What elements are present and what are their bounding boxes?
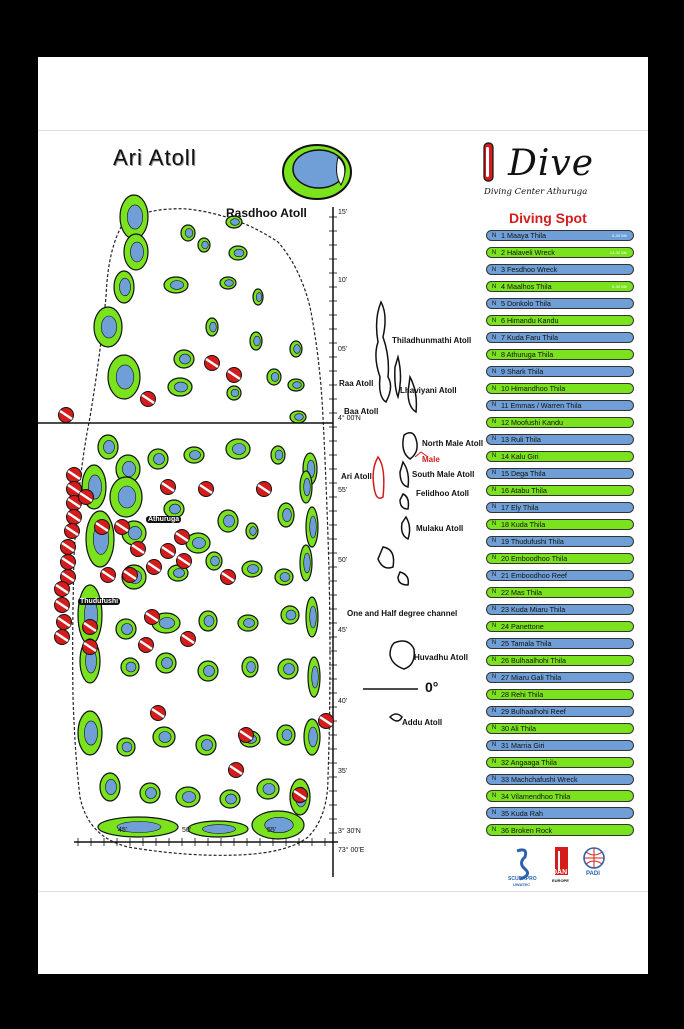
north-marker: N [491, 283, 497, 290]
north-marker: N [491, 793, 497, 800]
label-thiladhunmathi: Thiladhunmathi Atoll [392, 336, 472, 345]
dive-spot-name: 21 Emboodhoo Reef [501, 570, 567, 580]
north-marker: N [491, 708, 497, 715]
dive-spot-name: 17 Ely Thila [501, 502, 539, 512]
lat-45: 45' [338, 627, 348, 634]
north-marker: N [491, 419, 497, 426]
dive-spot-name: 20 Emboodhoo Thila [501, 553, 568, 563]
dive-spot-item[interactable] [486, 621, 634, 632]
dive-spot-name: 15 Dega Thila [501, 468, 546, 478]
north-marker: N [491, 368, 497, 375]
idive-logo-mark [484, 143, 493, 181]
diving-spot-title: Diving Spot [509, 210, 587, 226]
dive-spot-depth: 14-30 Mtr [609, 250, 627, 256]
dive-spot-item[interactable] [486, 689, 634, 700]
dive-spot-name: 16 Atabu Thila [501, 485, 547, 495]
dive-spot-name: 7 Kuda Faru Thila [501, 333, 559, 343]
north-marker: N [491, 691, 497, 698]
dive-spot-item[interactable] [486, 230, 634, 241]
dive-spot-item[interactable] [486, 349, 634, 360]
dive-spot-item[interactable] [486, 723, 634, 734]
dive-spot-item[interactable] [486, 790, 634, 801]
north-marker: N [491, 810, 497, 817]
dive-spot-name: 2 Halaveli Wreck [501, 248, 555, 258]
dive-spot-item[interactable] [486, 553, 634, 564]
dive-spot-name: 14 Kalu Giri [501, 451, 539, 461]
title-rasdhoo-atoll: Rasdhoo Atoll [226, 206, 307, 220]
lat-3n: 3° 30'N [338, 828, 361, 835]
north-marker: N [491, 589, 497, 596]
dive-spot-name: 27 Miaru Gali Thila [501, 672, 562, 682]
dive-spot-depth: 6-30 Mtr [612, 233, 627, 239]
north-marker: N [491, 402, 497, 409]
dive-spot-name: 35 Kuda Rah [501, 808, 543, 818]
label-athuruga: Athuruga [148, 516, 180, 523]
dive-spot-item[interactable] [486, 366, 634, 377]
label-ari-mini: Ari Atoll [341, 472, 372, 481]
dive-spot-name: 25 Tamala Thila [501, 638, 552, 648]
north-marker: N [491, 572, 497, 579]
north-marker: N [491, 742, 497, 749]
label-mulaku: Mulaku Atoll [416, 524, 464, 533]
dive-spot-name: 9 Shark Thila [501, 367, 544, 377]
lat-15: 15' [338, 209, 348, 216]
dive-spot-name: 32 Angaaga Thila [501, 757, 557, 767]
dive-spot-item[interactable] [486, 485, 634, 496]
lon-50: 50' [182, 827, 192, 834]
dive-spot-name: 13 Ruli Thila [501, 434, 541, 444]
lat-05: 05' [338, 346, 348, 353]
dive-spot-item[interactable] [486, 298, 634, 309]
north-marker: N [491, 470, 497, 477]
dive-spot-name: 8 Athuruga Thila [501, 350, 554, 360]
north-marker: N [491, 232, 497, 239]
dive-spot-item[interactable] [486, 383, 634, 394]
dive-spot-item[interactable] [486, 417, 634, 428]
lat-40: 40' [338, 698, 348, 705]
dive-spot-item[interactable] [486, 519, 634, 530]
label-baa: Baa Atoll [344, 407, 379, 416]
dive-spot-name: 3 Fesdhoo Wreck [501, 265, 558, 275]
north-marker: N [491, 827, 497, 834]
dive-spot-item[interactable] [486, 604, 634, 615]
dive-spot-item[interactable] [486, 757, 634, 768]
north-marker: N [491, 623, 497, 630]
label-north-male: North Male Atoll [422, 439, 484, 448]
north-marker: N [491, 640, 497, 647]
north-marker: N [491, 436, 497, 443]
north-marker: N [491, 249, 497, 256]
lat-50: 50' [338, 557, 348, 564]
north-marker: N [491, 317, 497, 324]
rasdhoo-atoll-shape [283, 145, 351, 199]
dive-spot-name: 31 Marria Giri [501, 740, 545, 750]
dive-spot-item[interactable] [486, 807, 634, 818]
label-huvadhu: Huvadhu Atoll [414, 653, 468, 662]
dive-spot-name: 11 Emmas / Warren Thila [501, 400, 582, 410]
label-addu: Addu Atoll [402, 718, 443, 727]
diving-spot-list [486, 230, 634, 841]
logo-wordmark: Dive [508, 143, 595, 184]
title-ari-atoll: Ari Atoll [113, 145, 197, 170]
label-male: Male [422, 455, 440, 464]
north-marker: N [491, 657, 497, 664]
dive-spot-item[interactable] [486, 434, 634, 445]
label-thudufushi: Thudufushi [80, 598, 119, 605]
lat-35: 35' [338, 768, 348, 775]
dive-spot-item[interactable] [486, 570, 634, 581]
dive-spot-item[interactable] [486, 247, 634, 258]
lon-45: 45' [118, 827, 128, 834]
north-marker: N [491, 725, 497, 732]
dive-spot-name: 29 Bulhaalhohi Reef [501, 706, 566, 716]
label-equator: 0° [425, 679, 439, 695]
sponsor-scubapro: SCUBAPRO [508, 876, 537, 882]
dive-spot-item[interactable] [486, 672, 634, 683]
dive-spot-depth: 6-30 Mtr [612, 284, 627, 290]
sponsor-uwatec: UWATEC [513, 882, 531, 887]
dive-spot-name: 22 Mas Thila [501, 587, 543, 597]
label-lhaviyani: Lhaviyani Atoll [400, 386, 457, 395]
lat-55: 55' [338, 487, 348, 494]
dive-spot-name: 12 Moofushi Kandu [501, 417, 563, 427]
north-marker: N [491, 606, 497, 613]
sponsor-padi: PADI [586, 871, 600, 877]
dive-spot-item[interactable] [486, 281, 634, 292]
dive-spot-item[interactable] [486, 264, 634, 275]
dive-spot-name: 19 Thudufushi Thila [501, 536, 564, 546]
dive-spot-item[interactable] [486, 332, 634, 343]
north-marker: N [491, 504, 497, 511]
dive-spot-name: 4 Maalhos Thila [501, 282, 552, 292]
lat-10: 10' [338, 277, 348, 284]
dive-spot-item[interactable] [486, 706, 634, 717]
dive-spot-item[interactable] [486, 655, 634, 666]
dive-spot-name: 18 Kuda Thila [501, 519, 546, 529]
north-marker: N [491, 453, 497, 460]
dive-spot-item[interactable] [486, 740, 634, 751]
dive-spot-item[interactable] [486, 315, 634, 326]
dive-spot-item[interactable] [486, 536, 634, 547]
north-marker: N [491, 521, 497, 528]
dive-spot-item[interactable] [486, 451, 634, 462]
logo-subtitle: Diving Center Athuruga [484, 187, 588, 197]
north-marker: N [491, 776, 497, 783]
dive-spot-name: 28 Rehi Thila [501, 689, 544, 699]
dive-spot-item[interactable] [486, 400, 634, 411]
dive-spot-name: 33 Machchafushi Wreck [501, 774, 578, 784]
dive-spot-item[interactable] [486, 468, 634, 479]
dive-spot-name: 6 Himandu Kandu [501, 316, 559, 326]
dive-spot-item[interactable] [486, 587, 634, 598]
dive-spot-name: 10 Himandhoo Thila [501, 384, 566, 393]
north-marker: N [491, 555, 497, 562]
dive-spot-name: 23 Kuda Miaru Thila [501, 604, 566, 614]
label-south-male: South Male Atoll [412, 470, 475, 479]
lon-73e: 73° 00'E [338, 847, 365, 854]
dive-spot-item[interactable] [486, 502, 634, 513]
dive-spot-item[interactable] [486, 774, 634, 785]
north-marker: N [491, 266, 497, 273]
north-marker: N [491, 334, 497, 341]
dive-spot-name: 26 Bulhaalhohi Thila [501, 655, 567, 665]
label-felidhoo: Felidhoo Atoll [416, 489, 470, 498]
north-marker: N [491, 538, 497, 545]
sponsor-dan: DAN [552, 869, 568, 876]
north-marker: N [491, 351, 497, 358]
sponsor-dan-europe: EUROPE [552, 878, 569, 883]
label-raa: Raa Atoll [339, 379, 374, 388]
north-marker: N [491, 487, 497, 494]
north-marker: N [491, 674, 497, 681]
north-marker: N [491, 385, 497, 392]
label-channel: One and Half degree channel [347, 609, 458, 618]
north-marker: N [491, 759, 497, 766]
map-sheet [38, 57, 648, 974]
lat-4n: 4° 00'N [338, 415, 361, 422]
dive-spot-name: 34 Vilamendhoo Thila [501, 791, 571, 801]
north-marker: N [491, 300, 497, 307]
dive-spot-item[interactable] [486, 638, 634, 649]
lon-55: 55' [267, 827, 277, 834]
dive-spot-name: 36 Broken Rock [501, 825, 553, 835]
dive-spot-item[interactable] [486, 824, 634, 835]
dive-spot-name: 1 Maaya Thila [501, 231, 547, 241]
dive-spot-name: 30 Ali Thila [501, 723, 537, 733]
dive-spot-name: 24 Panettone [501, 621, 544, 631]
dive-spot-name: 5 Donkolo Thila [501, 299, 551, 309]
